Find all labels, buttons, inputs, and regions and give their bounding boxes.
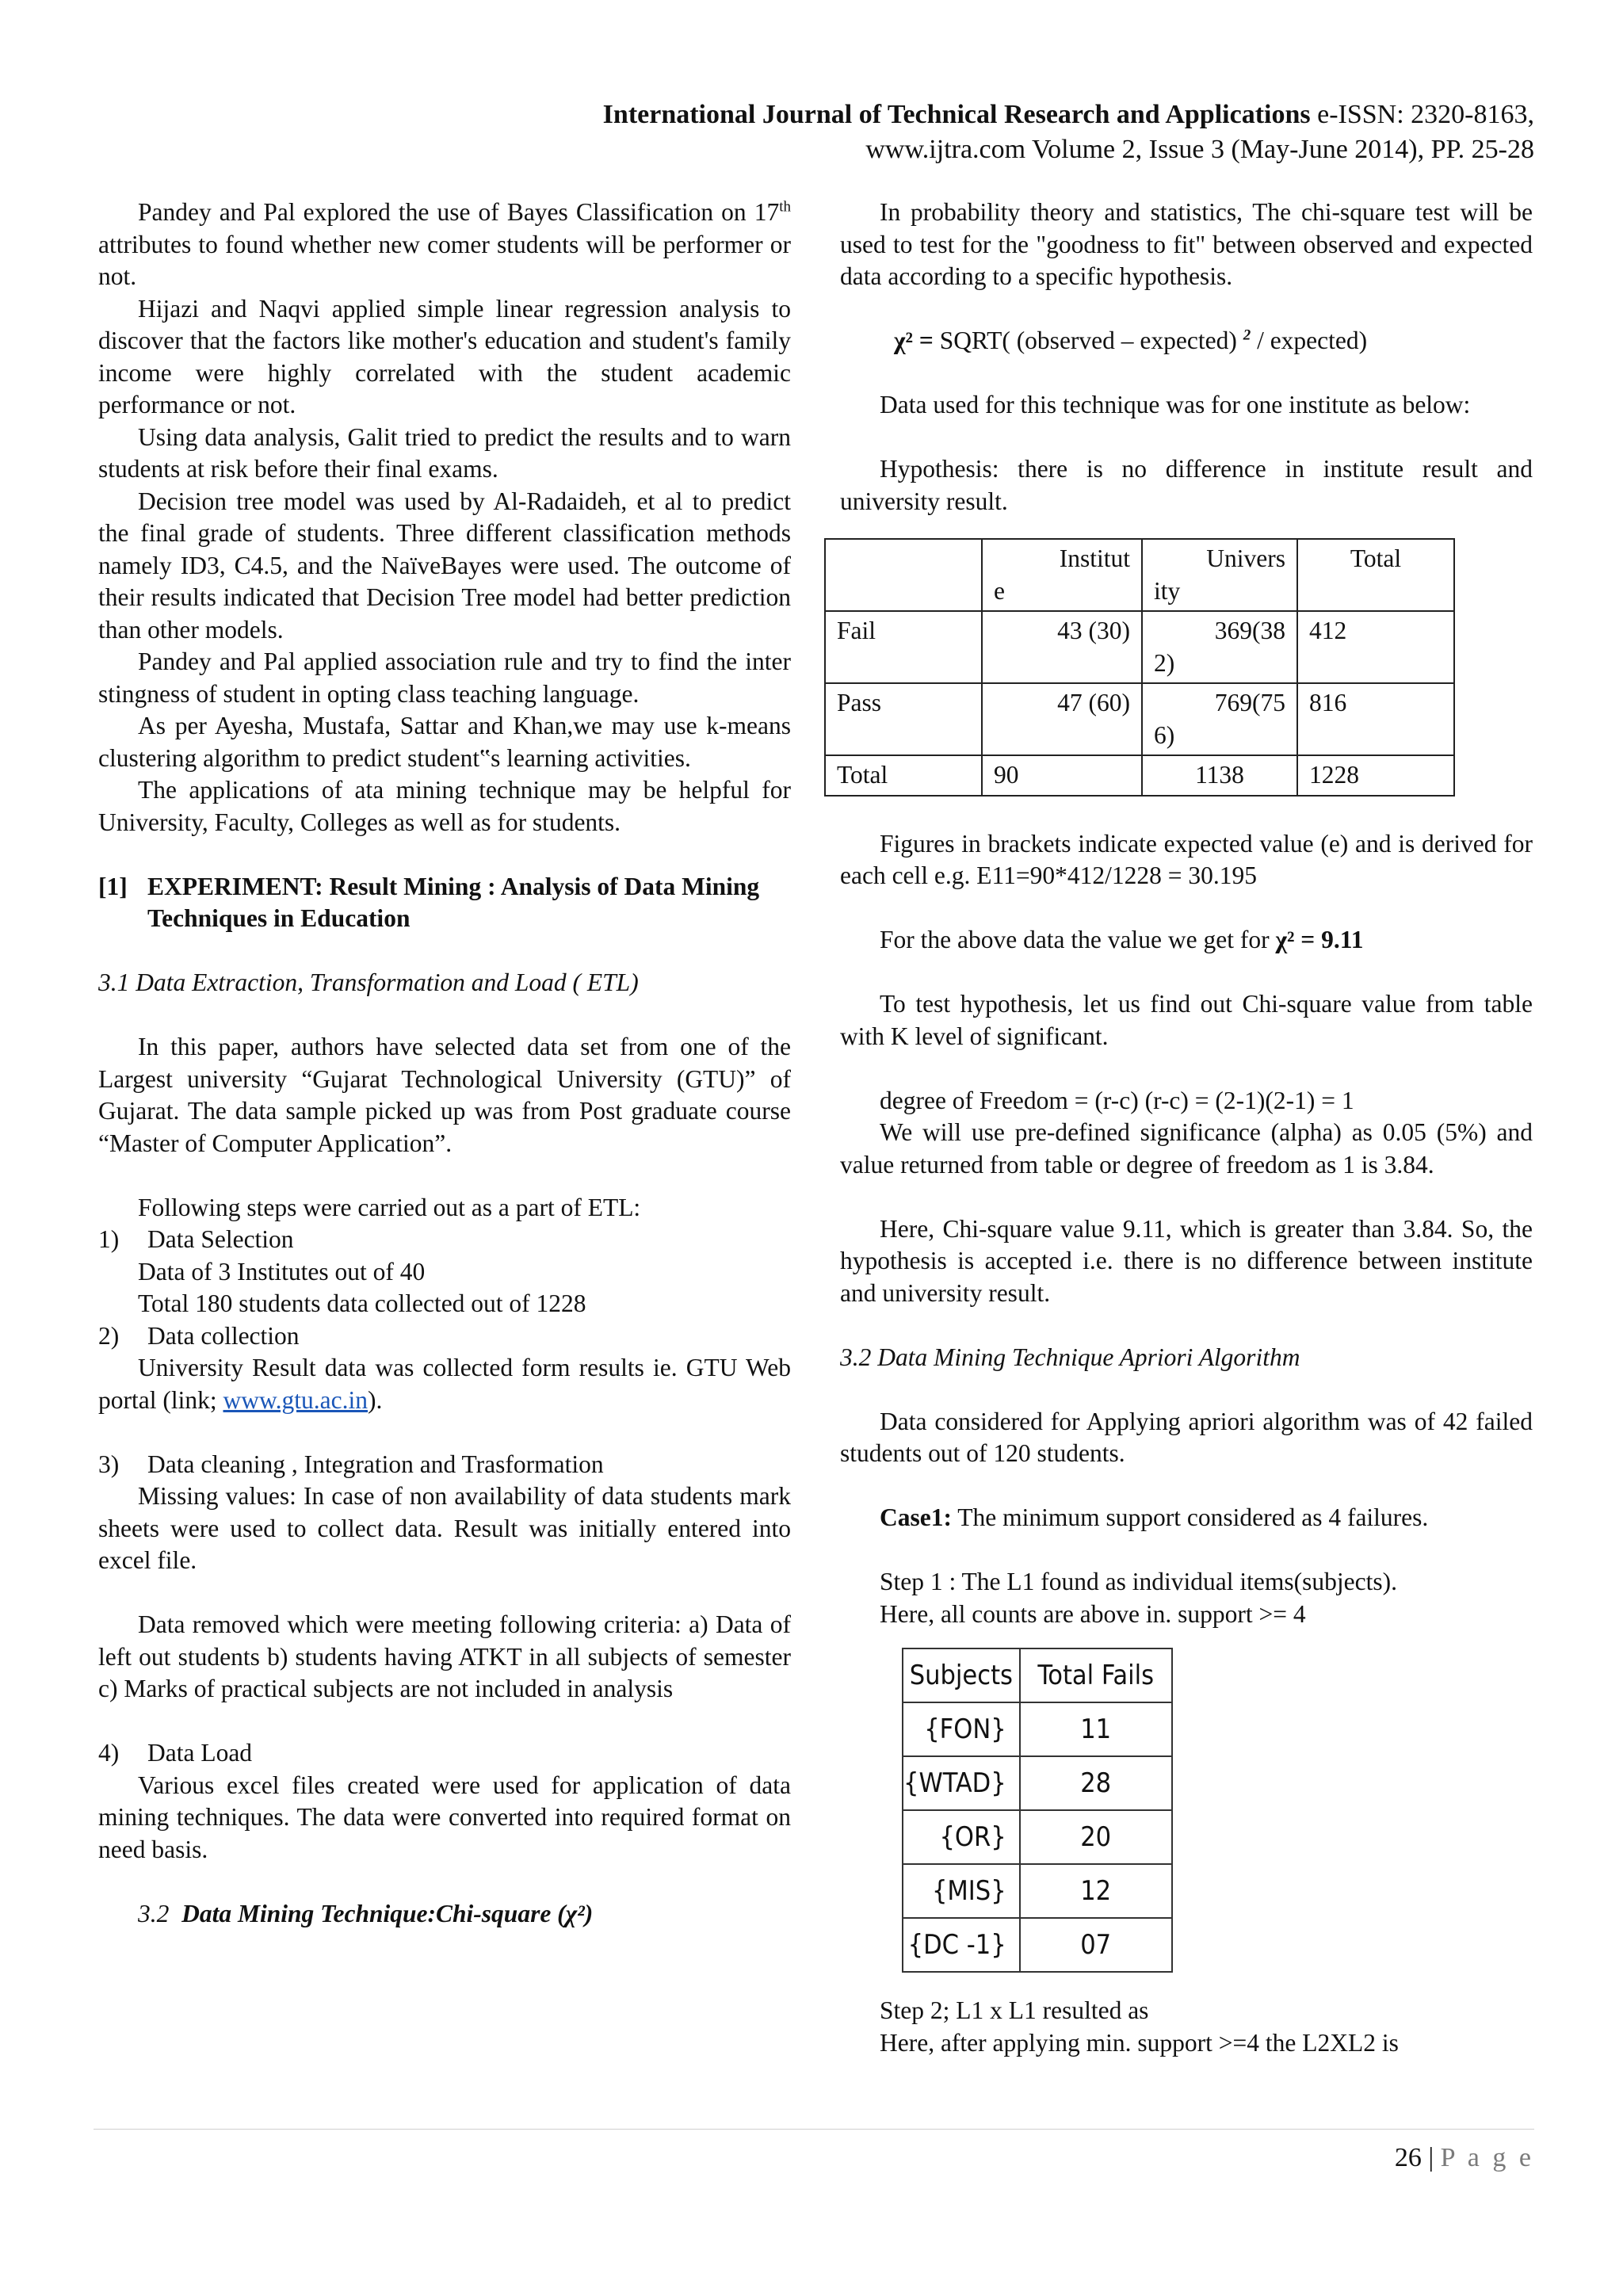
table-cell: Total bbox=[825, 755, 982, 796]
step-1-l1: Step 1 : The L1 found as individual items(subjects). bbox=[880, 1568, 1397, 1595]
chi-square-formula: χ² = SQRT( (observed – expected) $^2$ / expected) bbox=[894, 327, 1368, 354]
table-header-institute: Institut e bbox=[982, 539, 1142, 611]
table-cell: 11 bbox=[1020, 1702, 1172, 1756]
table-cell: 769(75 6) bbox=[1142, 683, 1297, 755]
table-cell: 12 bbox=[1020, 1864, 1172, 1918]
subjects-fails-table bbox=[902, 1648, 1173, 1973]
table-cell: 412 bbox=[1297, 611, 1454, 683]
right-column bbox=[837, 197, 1533, 2059]
paragraph-conclusion: Here, Chi-square value 9.11, which is greater than 3.84. So, the hypothesis is accepted i.e. there is no difference between institute and university result. bbox=[840, 1214, 1533, 1307]
paragraph-chi-value: For the above data the value we get for χ² = 9.11 bbox=[880, 926, 1364, 953]
table-header-university: Univers ity bbox=[1142, 539, 1297, 611]
paragraph-galit: Using data analysis, Galit tried to predict the results and to warn students at risk before their final exams. bbox=[98, 422, 791, 483]
page-number: 26 bbox=[1394, 2143, 1422, 2172]
table-cell: 28 bbox=[1020, 1756, 1172, 1810]
table-header-total-fails: Total Fails bbox=[1020, 1648, 1172, 1702]
step-4: 4) Data Load bbox=[98, 1739, 253, 1767]
subsection-chi-square: 3.2 Data Mining Technique:Chi-square (χ²) bbox=[138, 1899, 594, 1927]
step-4-detail: Various excel files created were used for application of data mining techniques. The data were converted into required format on need basis. bbox=[98, 1771, 791, 1863]
table-cell: 07 bbox=[1020, 1918, 1172, 1972]
footer-divider bbox=[94, 2129, 1534, 2130]
table-row bbox=[825, 611, 1454, 683]
page-word: P a g e bbox=[1440, 2143, 1534, 2172]
gtu-link[interactable]: www.gtu.ac.in bbox=[223, 1385, 369, 1414]
step-2-support: Here, after applying min. support >=4 the L2XL2 is bbox=[880, 2028, 1399, 2057]
table-row bbox=[903, 1810, 1172, 1864]
paragraph-apriori: Data considered for Applying apriori algorithm was of 42 failed students out of 120 students. bbox=[840, 1407, 1533, 1467]
page-footer: 26 | P a g e bbox=[1394, 2143, 1534, 2172]
table-cell: 1228 bbox=[1297, 755, 1454, 796]
table-cell bbox=[825, 539, 982, 611]
journal-header-volume: www.ijtra.com Volume 2, Issue 3 (May-June 2014), PP. 25-28 bbox=[865, 135, 1534, 164]
table-cell: {MIS} bbox=[903, 1864, 1020, 1918]
table-header-subjects: Subjects bbox=[903, 1648, 1020, 1702]
step-1: 1) Data Selection bbox=[98, 1225, 294, 1253]
table-row bbox=[903, 1918, 1172, 1972]
table-cell: {DC -1} bbox=[903, 1918, 1020, 1972]
section-heading-experiment: [1] EXPERIMENT: Result Mining : Analysis of Data Mining Techniques in Education bbox=[98, 872, 760, 932]
paragraph-etl: In this paper, authors have selected data set from one of the Largest university “Gujarat Technological University (GTU)” of Gujarat. The data sample picked up was from Post graduate course “Master of Computer Application”. bbox=[98, 1033, 791, 1157]
step-2-detail: University Result data was collected form results ie. GTU Web portal (link; www.gtu.ac.in). bbox=[98, 1354, 791, 1414]
table-cell: {OR} bbox=[903, 1810, 1020, 1864]
table-row bbox=[825, 539, 1454, 611]
paragraph-chi-intro: In probability theory and statistics, The chi-square test will be used to test for the "goodness to fit" between observed and expected data according to a specific hypothesis. bbox=[840, 198, 1533, 290]
table-cell: 90 bbox=[982, 755, 1142, 796]
step-1-detail-a: Data of 3 Institutes out of 40 bbox=[138, 1257, 426, 1286]
table-cell: {WTAD} bbox=[903, 1756, 1020, 1810]
paragraph-decision-tree: Decision tree model was used by Al-Radaideh, et al to predict the final grade of students. Three different classification methods namely ID3, C4.5, and the NaïveBayes were used. The outcome of their results indicated that Decision Tree model had better prediction than other models. bbox=[98, 487, 791, 644]
degree-of-freedom: degree of Freedom = (r-c) (r-c) = (2-1)(2-1) = 1 bbox=[880, 1086, 1354, 1114]
table-cell: 43 (30) bbox=[982, 611, 1142, 683]
hypothesis-line: Hypothesis: there is no difference in institute result and university result. bbox=[840, 455, 1533, 515]
table-row bbox=[825, 755, 1454, 796]
paragraph-association: Pandey and Pal applied association rule and try to find the inter stingness of student in opting class teaching language. bbox=[98, 648, 791, 708]
table-row bbox=[903, 1702, 1172, 1756]
table-cell: 20 bbox=[1020, 1810, 1172, 1864]
paragraph-test-hypothesis: To test hypothesis, let us find out Chi-square value from table with K level of significant. bbox=[840, 990, 1533, 1050]
left-column bbox=[98, 197, 791, 1930]
step-3-detail: Missing values: In case of non availability of data students mark sheets were used to collect data. Result was initially entered into excel file. bbox=[98, 1482, 791, 1574]
table-row bbox=[825, 683, 1454, 755]
table-cell: Fail bbox=[825, 611, 982, 683]
table-cell: 816 bbox=[1297, 683, 1454, 755]
subsection-etl: 3.1 Data Extraction, Transformation and Load ( ETL) bbox=[98, 968, 639, 996]
paragraph-pandey-pal: Pandey and Pal explored the use of Bayes Classification on 17th attributes to found whether new comer students will be performer or not. bbox=[98, 198, 791, 290]
paragraph-kmeans: As per Ayesha, Mustafa, Sattar and Khan,we may use k-means clustering algorithm to predict student‟s learning activities. bbox=[98, 712, 791, 772]
paragraph-applications: The applications of ata mining technique may be helpful for University, Faculty, Colleges as well as for students. bbox=[98, 776, 791, 836]
table-cell: 1138 bbox=[1142, 755, 1297, 796]
steps-intro: Following steps were carried out as a part of ETL: bbox=[138, 1193, 641, 1221]
paragraph-removed: Data removed which were meeting following criteria: a) Data of left out students b) students having ATKT in all subjects of semester c) Marks of practical subjects are not included in analysis bbox=[98, 1610, 791, 1702]
table-header-total: Total bbox=[1297, 539, 1454, 611]
paragraph-figures: Figures in brackets indicate expected value (e) and is derived for each cell e.g. E11=90*412/1228 = 30.195 bbox=[840, 829, 1533, 889]
subsection-apriori: 3.2 Data Mining Technique Apriori Algorithm bbox=[840, 1343, 1300, 1371]
table-row bbox=[903, 1864, 1172, 1918]
table-cell: 369(38 2) bbox=[1142, 611, 1297, 683]
data-used-line: Data used for this technique was for one institute as below: bbox=[880, 391, 1471, 418]
step-1-support: Here, all counts are above in. support >= 4 bbox=[880, 1599, 1306, 1628]
table-row bbox=[903, 1756, 1172, 1810]
chi-square-table bbox=[824, 538, 1455, 797]
journal-header-title: International Journal of Technical Research and Applications e-ISSN: 2320-8163, bbox=[602, 100, 1534, 129]
table-cell: Pass bbox=[825, 683, 982, 755]
step-3: 3) Data cleaning , Integration and Trasformation bbox=[98, 1450, 604, 1478]
step-2-l1xl1: Step 2; L1 x L1 resulted as bbox=[880, 1996, 1149, 2024]
case-1: Case1: The minimum support considered as 4 failures. bbox=[880, 1503, 1429, 1531]
table-row bbox=[903, 1648, 1172, 1702]
paragraph-hijazi: Hijazi and Naqvi applied simple linear regression analysis to discover that the factors like mother's education and student's family income were highly correlated with the student academic performance or not. bbox=[98, 294, 791, 418]
step-2: 2) Data collection bbox=[98, 1321, 300, 1350]
paragraph-alpha: We will use pre-defined significance (alpha) as 0.05 (5%) and value returned from table or degree of freedom as 1 is 3.84. bbox=[840, 1118, 1533, 1179]
table-cell: 47 (60) bbox=[982, 683, 1142, 755]
table-cell: {FON} bbox=[903, 1702, 1020, 1756]
step-1-detail-b: Total 180 students data collected out of 1228 bbox=[138, 1289, 586, 1317]
